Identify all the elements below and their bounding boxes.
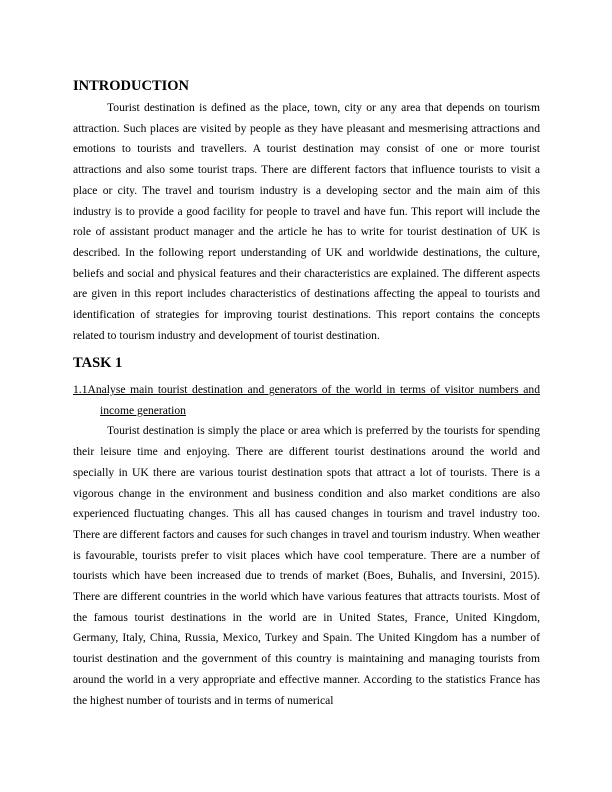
task1-heading: TASK 1: [73, 355, 123, 372]
task1-subheading: 1.1Analyse main tourist destination and generators of the world in terms of visitor numbers and income generation: [73, 383, 540, 417]
introduction-paragraph: Tourist destination is defined as the place, town, city or any area that depends on tourism attraction. Such places are visited by people as they have pleasant and mesmerising attractions and emotions to tourists and travellers. A tourist destination may consist of one or more tourist attractions and also some tourist traps. There are different factors that influence tourists to visit a place or city. The travel and tourism industry is a developing sector and the main aim of this industry is to provide a good facility for people to travel and have fun. This report will include the role of assistant product manager and the article he has to write for tourist destination of UK is described. In the following report understanding of UK and worldwide destinations, the culture, beliefs and social and physical features and their characteristics are explained. The different aspects are given in this report includes characteristics of destinations affecting the appeal to tourists and identification of strategies for improving tourist destinations. This report contains the concepts related to tourism industry and development of tourist destination.: [73, 101, 540, 342]
task1-paragraph: Tourist destination is simply the place or area which is preferred by the tourists for spending their leisure time and enjoying. There are different tourist destinations around the world and specially in UK there are various tourist destination spots that attract a lot of tourists. There is a vigorous change in the environment and business condition and also market conditions are also experienced fluctuating changes. This all has caused changes in tourism and travel industry too. There are different factors and causes for such changes in travel and tourism industry. When weather is favourable, tourists prefer to visit places which have cool temperature. There are a number of tourists which have been increased due to trends of market (Boes, Buhalis, and Inversini, 2015). There are different countries in the world which have various features that attracts tourists. Most of the famous tourist destinations in the world are in United States, France, United Kingdom, Germany, Italy, China, Russia, Mexico, Turkey and Spain. The United Kingdom has a number of tourist destination and the government of this country is maintaining and managing tourists from around the world in a very appropriate and effective manner. According to the statistics France has the highest number of tourists and in terms of numerical: [73, 424, 540, 707]
introduction-heading: INTRODUCTION: [73, 78, 190, 94]
